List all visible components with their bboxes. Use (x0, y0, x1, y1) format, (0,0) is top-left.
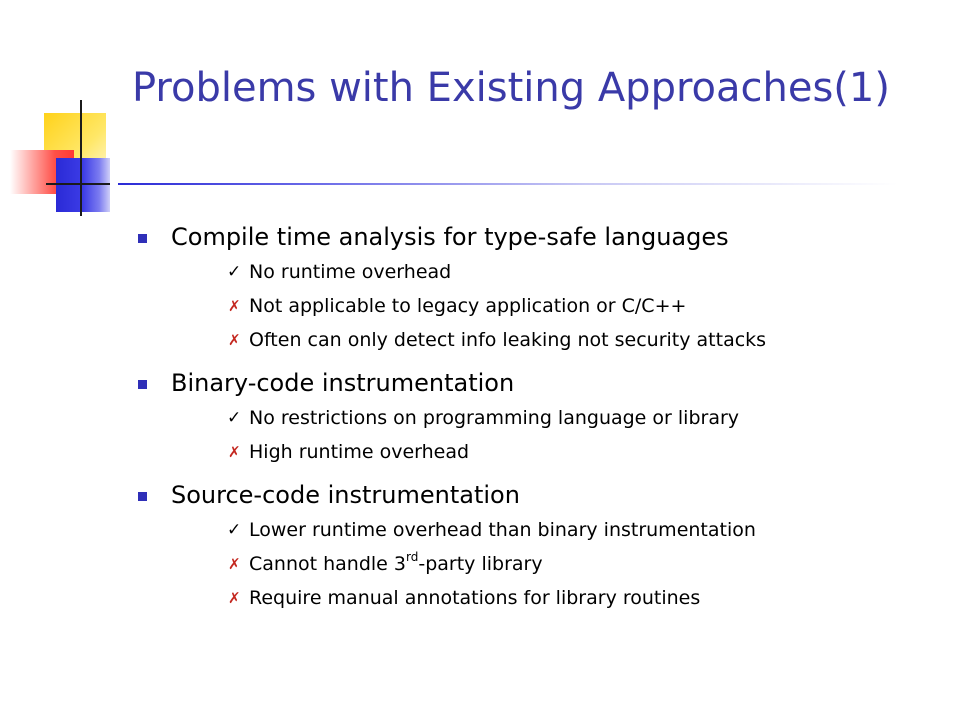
section-heading: Binary-code instrumentation (171, 369, 515, 397)
item-text: Not applicable to legacy application or C/C++ (249, 295, 687, 317)
list-item (171, 513, 930, 547)
cross-icon: ✗ (228, 555, 241, 573)
check-icon: ✓ (227, 262, 242, 282)
item-text: Require manual annotations for library routines (249, 587, 701, 609)
sub-list (171, 513, 930, 615)
list-item (171, 289, 930, 323)
section-heading: Compile time analysis for type-safe languages (171, 223, 729, 251)
list-item (171, 255, 930, 289)
section-binary-code (130, 365, 930, 469)
item-superscript: rd (406, 549, 419, 564)
item-text-after: -party library (418, 553, 543, 575)
list-item (171, 323, 930, 357)
item-text: No restrictions on programming language or library (249, 407, 740, 429)
sub-list (171, 255, 930, 357)
item-text: High runtime overhead (249, 441, 470, 463)
check-icon: ✓ (227, 520, 242, 540)
title-underline (118, 183, 898, 185)
bullet-list (130, 215, 930, 615)
cross-icon: ✗ (228, 589, 241, 607)
item-text-before: Cannot handle 3 (249, 553, 406, 575)
square-bullet-icon (138, 492, 147, 501)
section-compile-time (130, 219, 930, 357)
list-item (171, 581, 930, 615)
sub-list (171, 401, 930, 469)
cross-icon: ✗ (228, 297, 241, 315)
section-heading: Source-code instrumentation (171, 481, 520, 509)
item-text (249, 549, 543, 575)
corner-decoration (0, 0, 140, 230)
blue-square (56, 158, 110, 212)
item-text: Often can only detect info leaking not security attacks (249, 329, 767, 351)
cross-icon: ✗ (228, 443, 241, 461)
square-bullet-icon (138, 234, 147, 243)
slide-title: Problems with Existing Approaches(1) (132, 65, 890, 111)
item-text: No runtime overhead (249, 261, 452, 283)
check-icon: ✓ (227, 408, 242, 428)
list-item (171, 547, 930, 581)
horizontal-line (46, 183, 110, 185)
vertical-line (80, 100, 82, 216)
section-source-code (130, 477, 930, 615)
square-bullet-icon (138, 380, 147, 389)
list-item (171, 435, 930, 469)
list-item (171, 401, 930, 435)
cross-icon: ✗ (228, 331, 241, 349)
item-text: Lower runtime overhead than binary instrumentation (249, 519, 756, 541)
